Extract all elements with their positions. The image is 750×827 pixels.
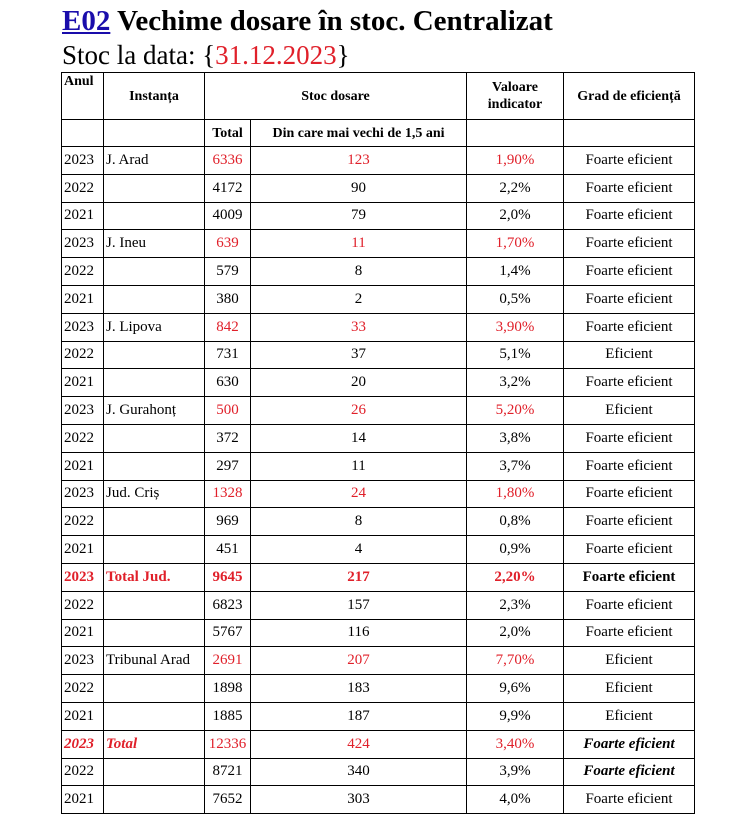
older-cell: 116 (251, 619, 467, 647)
indicator-cell: 2,0% (467, 619, 564, 647)
instance-cell: Total Jud. (104, 563, 205, 591)
instance-cell (104, 174, 205, 202)
indicator-cell: 1,90% (467, 147, 564, 175)
indicator-cell: 4,0% (467, 786, 564, 814)
grade-cell: Foarte eficient (564, 452, 695, 480)
year-cell: 2022 (62, 591, 104, 619)
table-row (62, 313, 695, 341)
grade-cell: Foarte eficient (564, 285, 695, 313)
year-cell: 2022 (62, 341, 104, 369)
instance-cell (104, 702, 205, 730)
table-row (62, 452, 695, 480)
instance-cell: J. Ineu (104, 230, 205, 258)
instance-cell (104, 786, 205, 814)
total-cell: 1328 (205, 480, 251, 508)
header-grade-blank (564, 120, 695, 147)
header-indicator: Valoare indicator (467, 73, 564, 120)
older-cell: 79 (251, 202, 467, 230)
grade-cell: Foarte eficient (564, 480, 695, 508)
total-cell: 1898 (205, 675, 251, 703)
instance-cell (104, 369, 205, 397)
older-cell: 14 (251, 424, 467, 452)
table-row (62, 702, 695, 730)
grade-cell: Foarte eficient (564, 758, 695, 786)
instance-cell (104, 202, 205, 230)
table-row (62, 285, 695, 313)
older-cell: 2 (251, 285, 467, 313)
older-cell: 26 (251, 397, 467, 425)
total-cell: 731 (205, 341, 251, 369)
grade-cell: Foarte eficient (564, 258, 695, 286)
header-total: Total (205, 120, 251, 147)
older-cell: 303 (251, 786, 467, 814)
year-cell: 2021 (62, 702, 104, 730)
header-instance-blank (104, 120, 205, 147)
report-title: Vechime dosare în stoc. Centralizat (117, 5, 553, 37)
grade-cell: Foarte eficient (564, 730, 695, 758)
total-cell: 6823 (205, 591, 251, 619)
total-cell: 6336 (205, 147, 251, 175)
total-cell: 4172 (205, 174, 251, 202)
year-cell: 2023 (62, 647, 104, 675)
grade-cell: Foarte eficient (564, 369, 695, 397)
year-cell: 2021 (62, 786, 104, 814)
table-row (62, 341, 695, 369)
grade-cell: Foarte eficient (564, 202, 695, 230)
older-cell: 11 (251, 230, 467, 258)
grade-cell: Eficient (564, 647, 695, 675)
grade-cell: Eficient (564, 702, 695, 730)
grade-cell: Foarte eficient (564, 508, 695, 536)
indicator-cell: 3,40% (467, 730, 564, 758)
table-row (62, 758, 695, 786)
older-cell: 90 (251, 174, 467, 202)
indicator-cell: 9,6% (467, 675, 564, 703)
older-cell: 33 (251, 313, 467, 341)
total-cell: 2691 (205, 647, 251, 675)
indicator-cell: 5,20% (467, 397, 564, 425)
year-cell: 2022 (62, 758, 104, 786)
grade-cell: Foarte eficient (564, 174, 695, 202)
total-cell: 7652 (205, 786, 251, 814)
grade-cell: Eficient (564, 341, 695, 369)
table-row (62, 147, 695, 175)
grade-cell: Foarte eficient (564, 424, 695, 452)
grade-cell: Foarte eficient (564, 313, 695, 341)
instance-cell (104, 341, 205, 369)
year-cell: 2021 (62, 285, 104, 313)
older-cell: 11 (251, 452, 467, 480)
indicator-cell: 1,70% (467, 230, 564, 258)
table-row (62, 786, 695, 814)
year-cell: 2022 (62, 174, 104, 202)
table-row (62, 591, 695, 619)
indicator-cell: 0,8% (467, 508, 564, 536)
older-cell: 4 (251, 536, 467, 564)
table-row (62, 508, 695, 536)
grade-cell: Foarte eficient (564, 619, 695, 647)
year-cell: 2022 (62, 675, 104, 703)
table-row (62, 369, 695, 397)
older-cell: 424 (251, 730, 467, 758)
total-cell: 630 (205, 369, 251, 397)
instance-cell (104, 591, 205, 619)
indicator-cell: 2,2% (467, 174, 564, 202)
indicator-cell: 3,9% (467, 758, 564, 786)
total-cell: 4009 (205, 202, 251, 230)
total-cell: 579 (205, 258, 251, 286)
instance-cell: J. Lipova (104, 313, 205, 341)
stock-date-value: 31.12.2023 (215, 40, 337, 70)
header-stock: Stoc dosare (205, 73, 467, 120)
instance-cell (104, 758, 205, 786)
year-cell: 2023 (62, 230, 104, 258)
indicator-cell: 2,20% (467, 563, 564, 591)
older-cell: 340 (251, 758, 467, 786)
older-cell: 123 (251, 147, 467, 175)
grade-cell: Foarte eficient (564, 563, 695, 591)
table-row (62, 675, 695, 703)
older-cell: 217 (251, 563, 467, 591)
total-cell: 380 (205, 285, 251, 313)
indicator-cell: 5,1% (467, 341, 564, 369)
total-cell: 5767 (205, 619, 251, 647)
indicator-cell: 3,2% (467, 369, 564, 397)
year-cell: 2021 (62, 202, 104, 230)
instance-cell (104, 536, 205, 564)
year-cell: 2023 (62, 480, 104, 508)
indicator-cell: 2,0% (467, 202, 564, 230)
total-cell: 969 (205, 508, 251, 536)
grade-cell: Eficient (564, 675, 695, 703)
table-row (62, 424, 695, 452)
stock-date-line (62, 38, 350, 72)
instance-cell: Total (104, 730, 205, 758)
instance-cell (104, 675, 205, 703)
header-grade: Grad de eficiență (564, 73, 695, 120)
indicator-cell: 3,8% (467, 424, 564, 452)
table-row (62, 258, 695, 286)
stock-age-table (61, 72, 695, 814)
year-cell: 2023 (62, 147, 104, 175)
year-cell: 2023 (62, 730, 104, 758)
table-row (62, 230, 695, 258)
total-cell: 842 (205, 313, 251, 341)
instance-cell (104, 508, 205, 536)
instance-cell (104, 258, 205, 286)
older-cell: 20 (251, 369, 467, 397)
grade-cell: Foarte eficient (564, 536, 695, 564)
older-cell: 37 (251, 341, 467, 369)
total-cell: 639 (205, 230, 251, 258)
header-indicator-blank (467, 120, 564, 147)
year-cell: 2022 (62, 508, 104, 536)
instance-cell (104, 424, 205, 452)
table-row (62, 619, 695, 647)
table-row (62, 647, 695, 675)
total-cell: 500 (205, 397, 251, 425)
indicator-cell: 3,7% (467, 452, 564, 480)
year-cell: 2023 (62, 563, 104, 591)
header-year-blank (62, 120, 104, 147)
year-cell: 2021 (62, 452, 104, 480)
year-cell: 2021 (62, 536, 104, 564)
table-row (62, 536, 695, 564)
total-cell: 8721 (205, 758, 251, 786)
older-cell: 207 (251, 647, 467, 675)
older-cell: 187 (251, 702, 467, 730)
instance-cell: Jud. Criș (104, 480, 205, 508)
total-cell: 12336 (205, 730, 251, 758)
indicator-cell: 1,4% (467, 258, 564, 286)
indicator-cell: 7,70% (467, 647, 564, 675)
older-cell: 157 (251, 591, 467, 619)
page-title (62, 3, 553, 39)
grade-cell: Eficient (564, 397, 695, 425)
table-row (62, 174, 695, 202)
instance-cell (104, 619, 205, 647)
stock-date-suffix: } (336, 40, 350, 70)
instance-cell: J. Gurahonț (104, 397, 205, 425)
grade-cell: Foarte eficient (564, 147, 695, 175)
header-older: Din care mai vechi de 1,5 ani (251, 120, 467, 147)
grade-cell: Foarte eficient (564, 591, 695, 619)
older-cell: 8 (251, 258, 467, 286)
total-cell: 297 (205, 452, 251, 480)
total-cell: 372 (205, 424, 251, 452)
indicator-cell: 2,3% (467, 591, 564, 619)
year-cell: 2023 (62, 397, 104, 425)
indicator-cell: 0,9% (467, 536, 564, 564)
year-cell: 2022 (62, 258, 104, 286)
year-cell: 2022 (62, 424, 104, 452)
indicator-cell: 3,90% (467, 313, 564, 341)
indicator-cell: 0,5% (467, 285, 564, 313)
older-cell: 8 (251, 508, 467, 536)
table-row (62, 202, 695, 230)
header-year: Anul (62, 73, 104, 120)
table-row (62, 730, 695, 758)
instance-cell (104, 285, 205, 313)
instance-cell: Tribunal Arad (104, 647, 205, 675)
indicator-cell: 1,80% (467, 480, 564, 508)
year-cell: 2021 (62, 369, 104, 397)
grade-cell: Foarte eficient (564, 230, 695, 258)
stock-date-prefix: Stoc la data: { (62, 40, 216, 70)
grade-cell: Foarte eficient (564, 786, 695, 814)
older-cell: 24 (251, 480, 467, 508)
older-cell: 183 (251, 675, 467, 703)
table-row (62, 397, 695, 425)
total-cell: 9645 (205, 563, 251, 591)
total-cell: 1885 (205, 702, 251, 730)
total-cell: 451 (205, 536, 251, 564)
instance-cell: J. Arad (104, 147, 205, 175)
report-code-link[interactable]: E02 (62, 5, 111, 37)
instance-cell (104, 452, 205, 480)
table-row (62, 563, 695, 591)
year-cell: 2021 (62, 619, 104, 647)
year-cell: 2023 (62, 313, 104, 341)
table-row (62, 480, 695, 508)
header-instance: Instanța (104, 73, 205, 120)
indicator-cell: 9,9% (467, 702, 564, 730)
